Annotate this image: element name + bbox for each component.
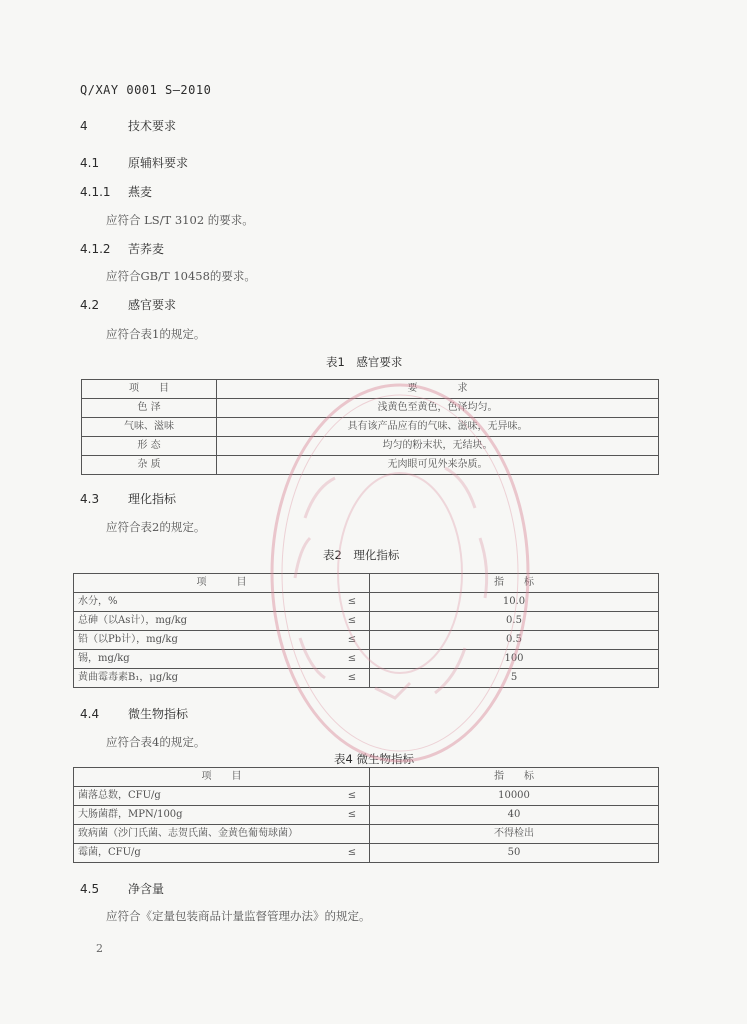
section-4-1-2-text: 应符合GB/T 10458的要求。 (106, 269, 256, 283)
table-header-cell: 要 求 (217, 380, 659, 399)
section-4-4-title: 微生物指标 (128, 707, 189, 721)
table-cell: ≤ (335, 844, 370, 863)
table-cell: ≤ (335, 650, 370, 669)
section-4-3-text: 应符合表2的规定。 (106, 520, 206, 534)
section-4-3-title: 理化指标 (128, 492, 177, 506)
table-cell: 菌落总数，CFU/g (74, 787, 336, 806)
table-cell: 40 (370, 806, 659, 825)
table-row (74, 669, 659, 688)
table-row (82, 456, 659, 475)
section-4-1-1-title: 燕麦 (128, 185, 153, 199)
table-cell: 锡，mg/kg (74, 650, 336, 669)
section-4-1-1-text: 应符合 LS/T 3102 的要求。 (106, 213, 254, 227)
table-cell: 气味、滋味 (82, 418, 217, 437)
section-4-3-heading (80, 490, 176, 507)
table-cell: 浅黄色至黄色，色泽均匀。 (217, 399, 659, 418)
table-cell: 均匀的粉末状，无结块。 (217, 437, 659, 456)
section-4-1-1-heading (80, 183, 152, 200)
table-1-sensory (81, 379, 659, 475)
section-4-title: 技术要求 (128, 119, 177, 133)
table-cell (335, 825, 370, 844)
table-cell: 不得检出 (370, 825, 659, 844)
table-row (82, 418, 659, 437)
table-cell: ≤ (335, 806, 370, 825)
table-row (74, 825, 659, 844)
table-row (82, 437, 659, 456)
table-2-physicochemical (73, 573, 659, 688)
table-cell: 形 态 (82, 437, 217, 456)
table-row (74, 787, 659, 806)
section-4-1-number: 4.1 (80, 156, 100, 170)
table-header-cell: 项 目 (74, 574, 370, 593)
table-cell: 杂 质 (82, 456, 217, 475)
table-cell: 10.0 (370, 593, 659, 612)
table-cell: ≤ (335, 612, 370, 631)
table-cell: 水分，% (74, 593, 336, 612)
table-header-cell: 项 目 (82, 380, 217, 399)
section-4-1-heading (80, 154, 188, 171)
section-4-2-text: 应符合表1的规定。 (106, 327, 206, 341)
section-4-1-title: 原辅料要求 (128, 156, 189, 170)
table-cell: 无肉眼可见外来杂质。 (217, 456, 659, 475)
table-header-cell: 指 标 (370, 574, 659, 593)
table-1-caption: 表1 感官要求 (326, 355, 403, 369)
table-header-row (74, 768, 659, 787)
section-4-1-2-number: 4.1.2 (80, 242, 111, 256)
table-header-cell: 项 目 (74, 768, 370, 787)
page-number: 2 (96, 942, 103, 955)
section-4-number: 4 (80, 119, 88, 133)
table-cell: ≤ (335, 631, 370, 650)
section-4-4-heading (80, 705, 188, 722)
table-row (74, 844, 659, 863)
table-cell: 色 泽 (82, 399, 217, 418)
section-4-2-number: 4.2 (80, 298, 100, 312)
table-row (74, 650, 659, 669)
table-cell: 10000 (370, 787, 659, 806)
section-4-5-number: 4.5 (80, 882, 100, 896)
table-cell: 总砷（以As计），mg/kg (74, 612, 336, 631)
section-4-heading (80, 117, 176, 134)
standard-code: Q/XAY 0001 S—2010 (80, 83, 212, 97)
table-header-row (74, 574, 659, 593)
table-4-caption: 表4 微生物指标 (334, 752, 414, 766)
table-cell: 致病菌（沙门氏菌、志贺氏菌、金黄色葡萄球菌） (74, 825, 336, 844)
table-cell: 黄曲霉毒素B₁，μg/kg (74, 669, 336, 688)
table-cell: ≤ (335, 593, 370, 612)
section-4-1-2-title: 苦荞麦 (128, 242, 165, 256)
section-4-3-number: 4.3 (80, 492, 100, 506)
table-header-cell: 指 标 (370, 768, 659, 787)
table-2-caption: 表2 理化指标 (323, 548, 400, 562)
table-cell: 铅（以Pb计），mg/kg (74, 631, 336, 650)
table-cell: 霉菌，CFU/g (74, 844, 336, 863)
table-cell: 具有该产品应有的气味、滋味，无异味。 (217, 418, 659, 437)
table-cell: 0.5 (370, 612, 659, 631)
section-4-5-text: 应符合《定量包装商品计量监督管理办法》的规定。 (106, 909, 371, 923)
table-row (74, 593, 659, 612)
table-cell: 0.5 (370, 631, 659, 650)
table-4-microbiological (73, 767, 659, 863)
section-4-1-1-number: 4.1.1 (80, 185, 111, 199)
table-cell: 大肠菌群，MPN/100g (74, 806, 336, 825)
table-row (82, 399, 659, 418)
section-4-2-title: 感官要求 (128, 298, 177, 312)
section-4-4-number: 4.4 (80, 707, 100, 721)
table-cell: ≤ (335, 787, 370, 806)
section-4-1-2-heading (80, 240, 164, 257)
table-header-row (82, 380, 659, 399)
section-4-5-heading (80, 880, 164, 897)
section-4-2-heading (80, 296, 176, 313)
table-cell: ≤ (335, 669, 370, 688)
table-row (74, 612, 659, 631)
table-cell: 50 (370, 844, 659, 863)
table-row (74, 631, 659, 650)
table-cell: 100 (370, 650, 659, 669)
table-row (74, 806, 659, 825)
section-4-4-text: 应符合表4的规定。 (106, 735, 206, 749)
section-4-5-title: 净含量 (128, 882, 165, 896)
table-cell: 5 (370, 669, 659, 688)
